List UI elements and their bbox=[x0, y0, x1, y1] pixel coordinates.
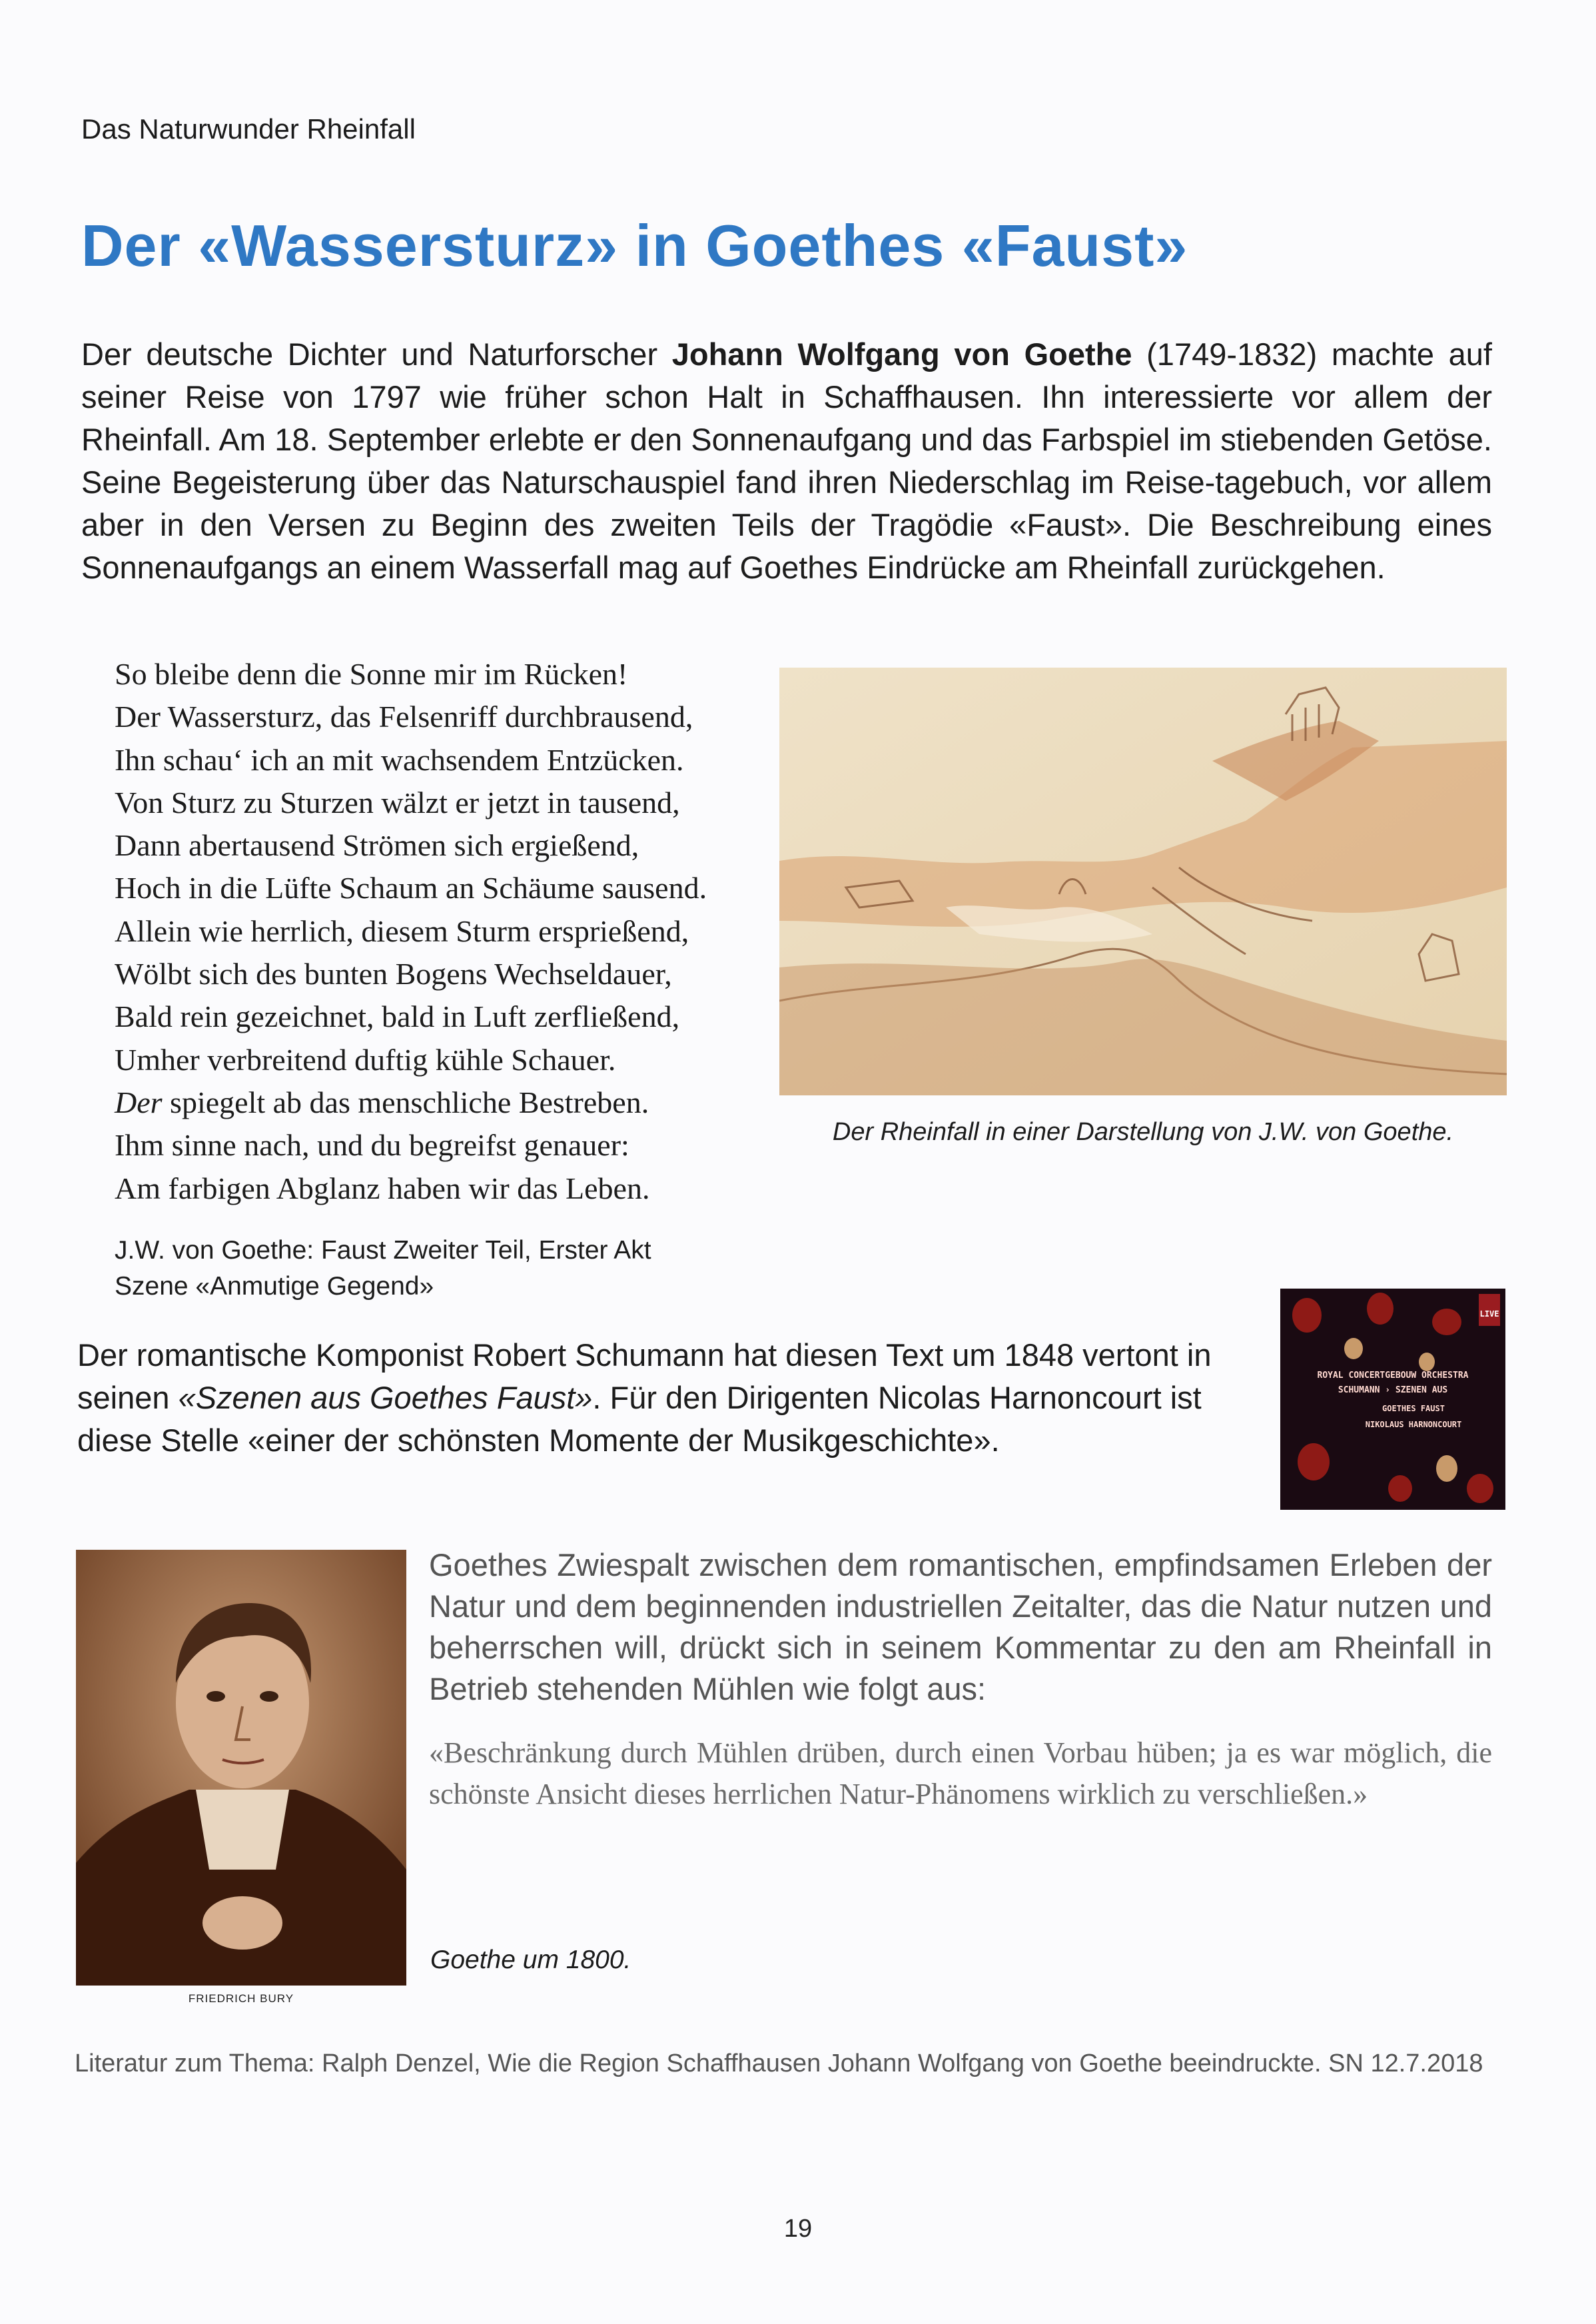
literature-reference: Literatur zum Thema: Ralph Denzel, Wie die Region Schaffhausen Johann Wolfgang von Goethe beeindruckte. SN 12.7.2018 bbox=[75, 2049, 1483, 2077]
cd-live-badge: LIVE bbox=[1479, 1309, 1499, 1319]
cd-text-line: SCHUMANN › SZENEN AUS bbox=[1338, 1385, 1448, 1395]
poem-line: So bleibe denn die Sonne mir im Rücken! bbox=[115, 657, 628, 691]
mills-comment-paragraph: Goethes Zwiespalt zwischen dem romantischen, empfindsamen Erleben der Natur und dem beginnenden industriellen Zeitalter, das die Natur nutzen und beherrschen will, drückt sich in seinem Kommentar zu den am Rheinfall in Betrieb stehenden Mühlen wie folgt aus: bbox=[429, 1547, 1492, 1706]
portrait-credit: FRIEDRICH BURY bbox=[188, 1992, 294, 2005]
goethe-quote: «Beschränkung durch Mühlen drüben, durch einen Vorbau hüben; ja es war möglich, die schönste Ansicht dieses herrlichen Natur-Phänomens wirklich zu verschließen.» bbox=[429, 1736, 1492, 1810]
poem-line-rest: spiegelt ab das menschliche Bestreben. bbox=[170, 1085, 649, 1119]
section-kicker: Das Naturwunder Rheinfall bbox=[81, 113, 416, 145]
poem-line: Am farbigen Abglanz haben wir das Leben. bbox=[115, 1171, 650, 1205]
cd-text-line: GOETHES FAUST bbox=[1382, 1404, 1445, 1413]
sketch-caption: Der Rheinfall in einer Darstellung von J.W. von Goethe. bbox=[832, 1118, 1454, 1146]
rheinfall-sketch-image bbox=[779, 668, 1507, 1095]
poem-source-line: Szene «Anmutige Gegend» bbox=[115, 1272, 434, 1301]
poem-italic-word: Der bbox=[115, 1085, 163, 1119]
schumann-work-title: «Szenen aus Goethes Faust» bbox=[178, 1380, 593, 1415]
schumann-paragraph bbox=[77, 1334, 1270, 1462]
schumann-text-before: Der romantische Komponist Robert Schumann hat diesen Text um 1848 vertont in seinen bbox=[77, 1337, 1212, 1415]
poem-line: Hoch in die Lüfte Schaum an Schäume sausend. bbox=[115, 871, 707, 905]
poem-line: Der Wassersturz, das Felsenriff durchbrausend, bbox=[115, 700, 693, 734]
poem-line: Bald rein gezeichnet, bald in Luft zerfließend, bbox=[115, 999, 680, 1034]
intro-text-before: Der deutsche Dichter und Naturforscher bbox=[81, 336, 672, 372]
cd-cover-image bbox=[1280, 1289, 1505, 1510]
poem-source-line: J.W. von Goethe: Faust Zweiter Teil, Erster Akt bbox=[115, 1236, 651, 1265]
poem-line bbox=[115, 1081, 767, 1124]
goethe-name: Johann Wolfgang von Goethe bbox=[671, 336, 1132, 372]
faust-poem bbox=[115, 653, 767, 1210]
poem-line: Von Sturz zu Sturzen wälzt er jetzt in tausend, bbox=[115, 785, 680, 820]
poem-line: Dann abertausend Strömen sich ergießend, bbox=[115, 828, 639, 863]
goethe-portrait-image bbox=[76, 1550, 406, 1986]
schumann-text-after: . Für den Dirigenten Nicolas Harnoncourt ist diese Stelle «einer der schönsten Momente der Musikgeschichte». bbox=[77, 1380, 1202, 1458]
cd-text-line: ROYAL CONCERTGEBOUW ORCHESTRA bbox=[1317, 1371, 1469, 1381]
poem-line: Allein wie herrlich, diesem Sturm ersprießend, bbox=[115, 913, 689, 948]
poem-line: Ihn schau‘ ich an mit wachsendem Entzücken. bbox=[115, 742, 684, 777]
intro-text-after: (1749-1832) machte auf seiner Reise von 1797 wie früher schon Halt in Schaffhausen. Ihn interessierte vor allem der Rheinfall. Am 18. September erlebte er den Sonnenaufgang und das Farbspiel im stiebenden Getöse. Seine Begeisterung über das Naturschauspiel fand ihren Niederschlag im Reise-tagebuch, vor allem aber in den Versen zu Beginn des zweiten Teils der Tragödie «Faust». Die Beschreibung eines Sonnenaufgangs an einem Wasserfall mag auf Goethes Eindrücke am Rheinfall zurückgehen. bbox=[81, 336, 1492, 585]
poem-line: Umher verbreitend duftig kühle Schauer. bbox=[115, 1042, 616, 1077]
intro-paragraph bbox=[81, 333, 1492, 589]
cd-text-line: NIKOLAUS HARNONCOURT bbox=[1365, 1420, 1462, 1429]
poem-line: Ihm sinne nach, und du begreifst genauer: bbox=[115, 1128, 629, 1163]
portrait-caption: Goethe um 1800. bbox=[430, 1946, 631, 1974]
poem-source bbox=[115, 1233, 651, 1305]
page-title: Der «Wassersturz» in Goethes «Faust» bbox=[81, 213, 1188, 279]
page-number: 19 bbox=[783, 2215, 813, 2243]
poem-line: Wölbt sich des bunten Bogens Wechseldauer, bbox=[115, 957, 672, 991]
